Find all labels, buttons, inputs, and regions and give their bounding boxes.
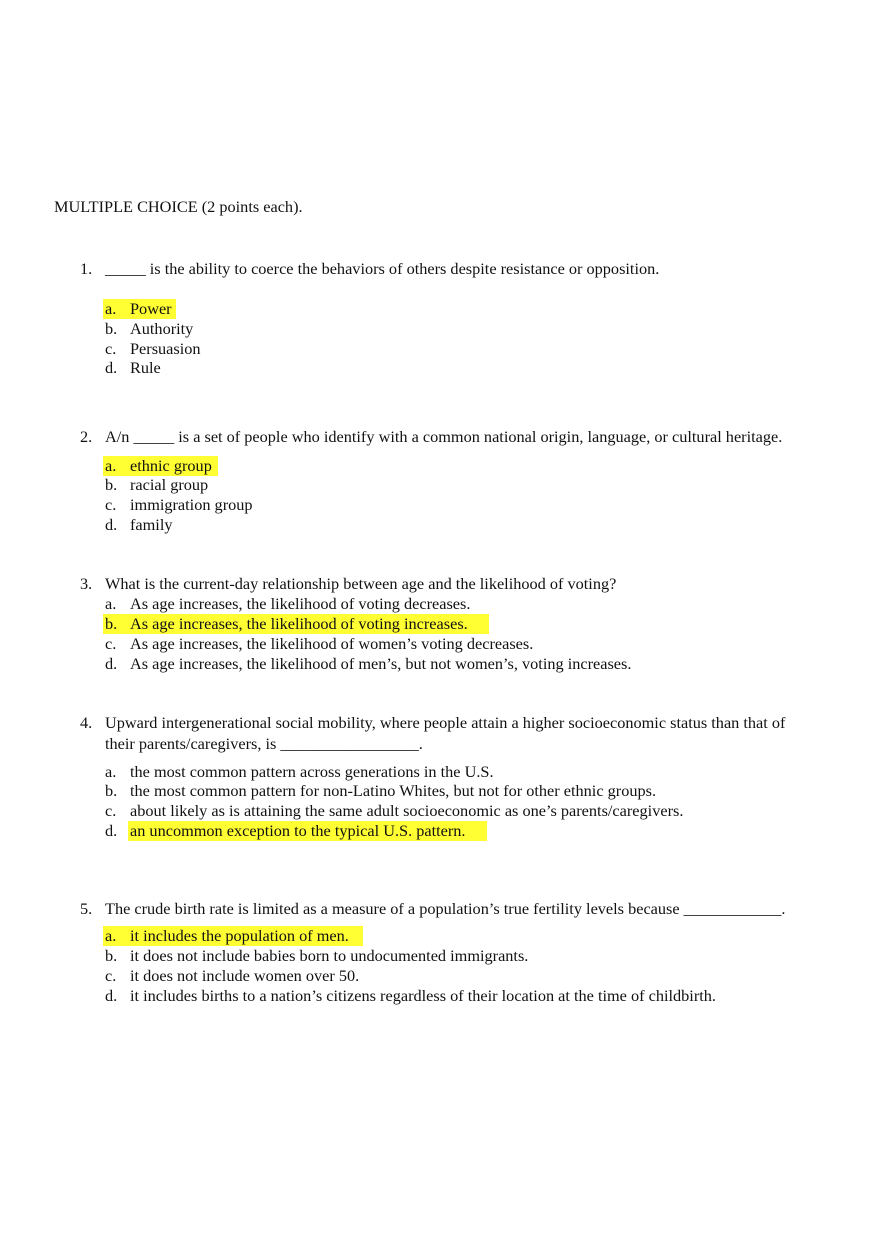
option-letter: b. <box>105 946 118 965</box>
option-text: it includes births to a nation’s citizens regardless of their location at the time of childbirth. <box>130 986 716 1005</box>
option-letter: a. <box>105 299 117 318</box>
option-text: immigration group <box>130 495 253 514</box>
option-letter: d. <box>105 821 118 840</box>
option-text: As age increases, the likelihood of men’s, but not women’s, voting increases. <box>130 654 632 673</box>
option-letter: c. <box>105 634 117 653</box>
option-text-correct: Power <box>130 299 172 318</box>
option-letter: d. <box>105 654 118 673</box>
option-text-correct: As age increases, the likelihood of voting increases. <box>130 614 468 633</box>
option-text: Persuasion <box>130 339 201 358</box>
question-5-text: The crude birth rate is limited as a measure of a population’s true fertility levels because ____________. <box>105 899 786 918</box>
option-text: it does not include babies born to undocumented immigrants. <box>130 946 529 965</box>
option-letter: d. <box>105 986 118 1005</box>
option-letter: b. <box>105 319 118 338</box>
question-5-number: 5. <box>80 899 93 918</box>
question-3-text: What is the current-day relationship between age and the likelihood of voting? <box>105 574 617 593</box>
question-1-text: _____ is the ability to coerce the behaviors of others despite resistance or opposition. <box>105 259 660 278</box>
option-text: the most common pattern for non-Latino Whites, but not for other ethnic groups. <box>130 781 657 800</box>
option-letter: b. <box>105 475 118 494</box>
option-text-correct: ethnic group <box>130 456 212 475</box>
option-text: As age increases, the likelihood of voting decreases. <box>130 594 471 613</box>
question-3-number: 3. <box>80 574 93 593</box>
option-letter: b. <box>105 781 118 800</box>
section-heading: MULTIPLE CHOICE (2 points each). <box>54 197 303 216</box>
question-4-text-line-2: their parents/caregivers, is _________________. <box>105 734 423 753</box>
option-letter: a. <box>105 926 117 945</box>
option-text: As age increases, the likelihood of women’s voting decreases. <box>130 634 534 653</box>
option-letter: d. <box>105 358 118 377</box>
option-letter: c. <box>105 966 117 985</box>
option-text: family <box>130 515 173 534</box>
question-4-number: 4. <box>80 713 93 732</box>
option-text: the most common pattern across generations in the U.S. <box>130 762 494 781</box>
option-letter: d. <box>105 515 118 534</box>
option-text: racial group <box>130 475 209 494</box>
option-text: Authority <box>130 319 194 338</box>
option-letter: a. <box>105 594 117 613</box>
option-text: about likely as is attaining the same adult socioeconomic as one’s parents/caregivers. <box>130 801 684 820</box>
option-text-correct: it includes the population of men. <box>130 926 349 945</box>
option-letter: a. <box>105 456 117 475</box>
option-text: it does not include women over 50. <box>130 966 360 985</box>
question-2-number: 2. <box>80 427 93 446</box>
option-text-correct: an uncommon exception to the typical U.S. pattern. <box>130 821 466 840</box>
option-letter: c. <box>105 495 117 514</box>
option-letter: a. <box>105 762 117 781</box>
option-letter: b. <box>105 614 118 633</box>
option-letter: c. <box>105 339 117 358</box>
option-letter: c. <box>105 801 117 820</box>
question-4-text-line-1: Upward intergenerational social mobility, where people attain a higher socioeconomic status than that of <box>105 713 786 732</box>
question-2-text: A/n _____ is a set of people who identify with a common national origin, language, or cultural heritage. <box>105 427 783 446</box>
option-text: Rule <box>130 358 161 377</box>
question-1-number: 1. <box>80 259 93 278</box>
